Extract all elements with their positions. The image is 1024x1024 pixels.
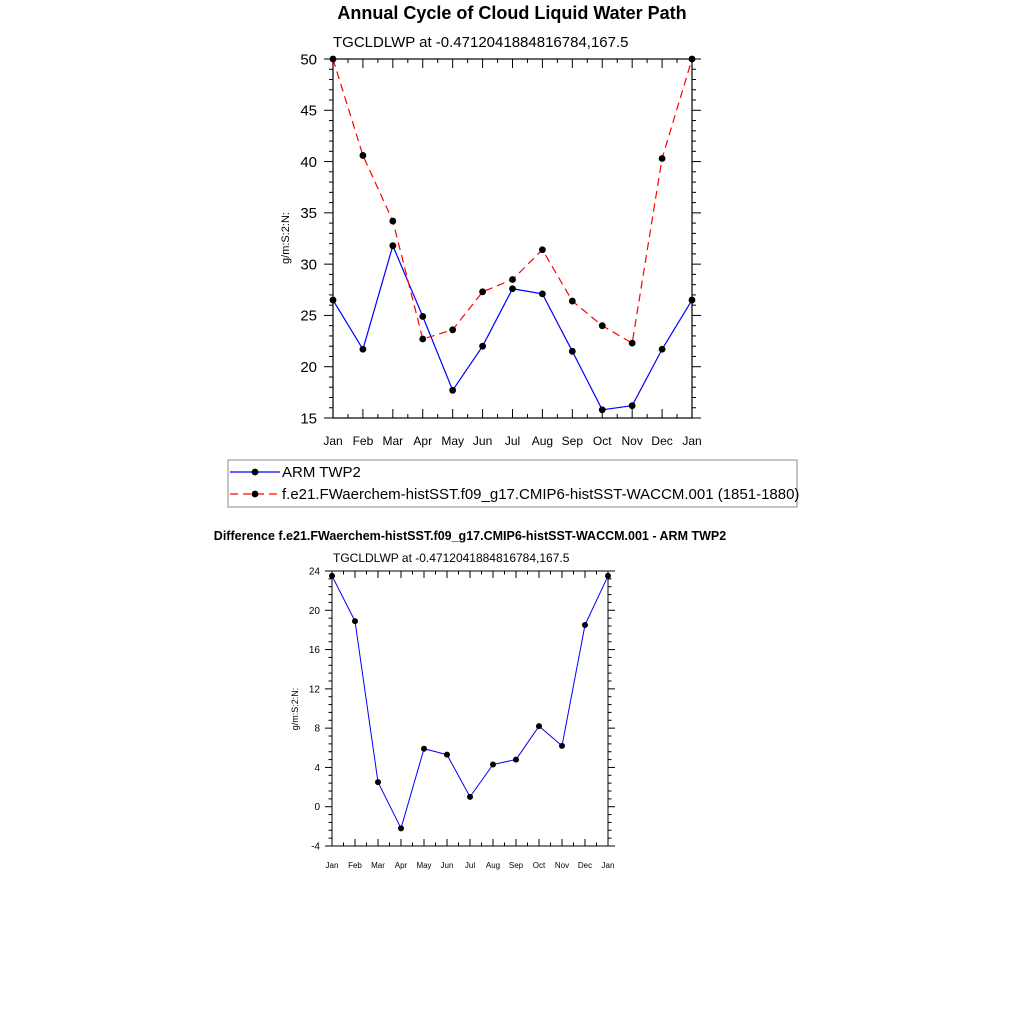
x-tick-label: Feb <box>348 861 362 870</box>
data-point <box>375 779 381 785</box>
data-point <box>513 757 519 763</box>
data-point <box>536 723 542 729</box>
x-tick-label: Jul <box>464 861 476 870</box>
legend-marker-model <box>252 491 259 498</box>
chart-subtitle: TGCLDLWP at -0.4712041884816784,167.5 <box>333 34 629 51</box>
y-tick-label: 15 <box>300 410 317 428</box>
x-tick-label: Dec <box>651 434 673 448</box>
y-tick-label: 25 <box>300 307 317 325</box>
x-tick-label: Sep <box>508 861 524 870</box>
y-tick-label: 12 <box>308 684 320 696</box>
series-layer <box>329 573 611 831</box>
data-point <box>509 276 516 283</box>
plot-frame <box>332 571 608 846</box>
data-point <box>559 743 565 749</box>
y-tick-label: 8 <box>314 723 320 735</box>
x-tick-label: Oct <box>592 434 612 448</box>
y-axis-label: g/m:S:2:N: <box>280 212 292 264</box>
axis-ticks <box>325 571 615 846</box>
chart-title: Annual Cycle of Cloud Liquid Water Path <box>337 3 687 23</box>
data-point <box>360 346 367 353</box>
data-point <box>389 242 396 249</box>
series-line-0 <box>332 576 608 828</box>
y-tick-label: 35 <box>300 205 317 223</box>
data-point <box>449 326 456 333</box>
x-tick-label: Feb <box>352 434 374 448</box>
data-point <box>629 402 636 409</box>
chart-subtitle: TGCLDLWP at -0.4712041884816784,167.5 <box>333 551 570 565</box>
x-tick-label: Jun <box>472 434 493 448</box>
data-point <box>659 346 666 353</box>
x-tick-label: Aug <box>485 861 501 870</box>
data-point <box>419 313 426 320</box>
y-tick-label: -4 <box>311 841 320 853</box>
x-tick-label: Jan <box>323 434 343 448</box>
x-tick-label: Jan <box>325 861 339 870</box>
series-line-1 <box>333 59 692 343</box>
x-tick-label: Dec <box>577 861 593 870</box>
x-tick-label: May <box>441 434 465 448</box>
data-point <box>539 290 546 297</box>
data-point <box>629 340 636 347</box>
x-tick-labels <box>323 434 701 448</box>
y-tick-labels <box>300 51 317 427</box>
y-tick-label: 20 <box>308 605 320 617</box>
x-tick-label: May <box>416 861 432 870</box>
y-tick-label: 30 <box>300 256 317 274</box>
data-point <box>599 406 606 413</box>
y-tick-label: 45 <box>300 102 317 120</box>
y-tick-label: 20 <box>300 358 317 376</box>
data-point <box>398 825 404 831</box>
data-point <box>479 288 486 295</box>
data-point <box>509 285 516 292</box>
y-axis-label: g/m:S:2:N: <box>290 687 300 731</box>
series-line-0 <box>333 246 692 410</box>
legend-label-model: f.e21.FWaerchem-histSST.f09_g17.CMIP6-histSST-WACCM.001 (1851-1880) <box>282 486 800 503</box>
data-point <box>444 752 450 758</box>
data-point <box>389 218 396 225</box>
data-point <box>569 348 576 355</box>
x-tick-label: Jan <box>601 861 615 870</box>
difference-chart <box>214 529 726 870</box>
data-point <box>599 322 606 329</box>
axis-ticks <box>324 59 701 418</box>
annual-cycle-chart <box>228 3 799 507</box>
data-point <box>659 155 666 162</box>
x-tick-label: Apr <box>394 861 408 870</box>
y-tick-label: 16 <box>308 645 320 657</box>
data-point <box>421 746 427 752</box>
x-tick-label: Oct <box>532 861 546 870</box>
data-point <box>490 761 496 767</box>
data-point <box>419 336 426 343</box>
x-tick-label: Jun <box>440 861 454 870</box>
legend <box>228 460 799 507</box>
x-tick-label: Sep <box>561 434 584 448</box>
data-point <box>582 622 588 628</box>
x-tick-label: Apr <box>413 434 433 448</box>
x-tick-labels <box>326 861 615 870</box>
data-point <box>449 387 456 394</box>
chart-title: Difference f.e21.FWaerchem-histSST.f09_g17.CMIP6-histSST-WACCM.001 - ARM TWP2 <box>213 529 727 543</box>
data-point <box>539 246 546 253</box>
x-tick-label: Mar <box>371 861 385 870</box>
y-tick-label: 40 <box>300 153 317 171</box>
x-tick-label: Mar <box>382 434 404 448</box>
x-tick-label: Nov <box>554 861 570 870</box>
x-tick-label: Nov <box>621 434 643 448</box>
x-tick-label: Aug <box>531 434 554 448</box>
legend-label-arm: ARM TWP2 <box>282 464 361 481</box>
data-point <box>569 298 576 305</box>
y-tick-label: 24 <box>308 566 320 578</box>
legend-entry-model <box>230 486 799 503</box>
y-tick-label: 4 <box>314 762 320 774</box>
y-tick-labels <box>309 567 321 853</box>
plot-frame <box>333 59 692 418</box>
data-point <box>467 794 473 800</box>
data-point <box>479 343 486 350</box>
x-tick-label: Jan <box>682 434 702 448</box>
data-point <box>352 618 358 624</box>
y-tick-label: 50 <box>300 51 317 69</box>
series-layer <box>330 56 696 414</box>
legend-marker-arm <box>252 469 259 476</box>
y-tick-label: 0 <box>314 802 320 814</box>
data-point <box>360 152 367 159</box>
x-tick-label: Jul <box>504 434 521 448</box>
